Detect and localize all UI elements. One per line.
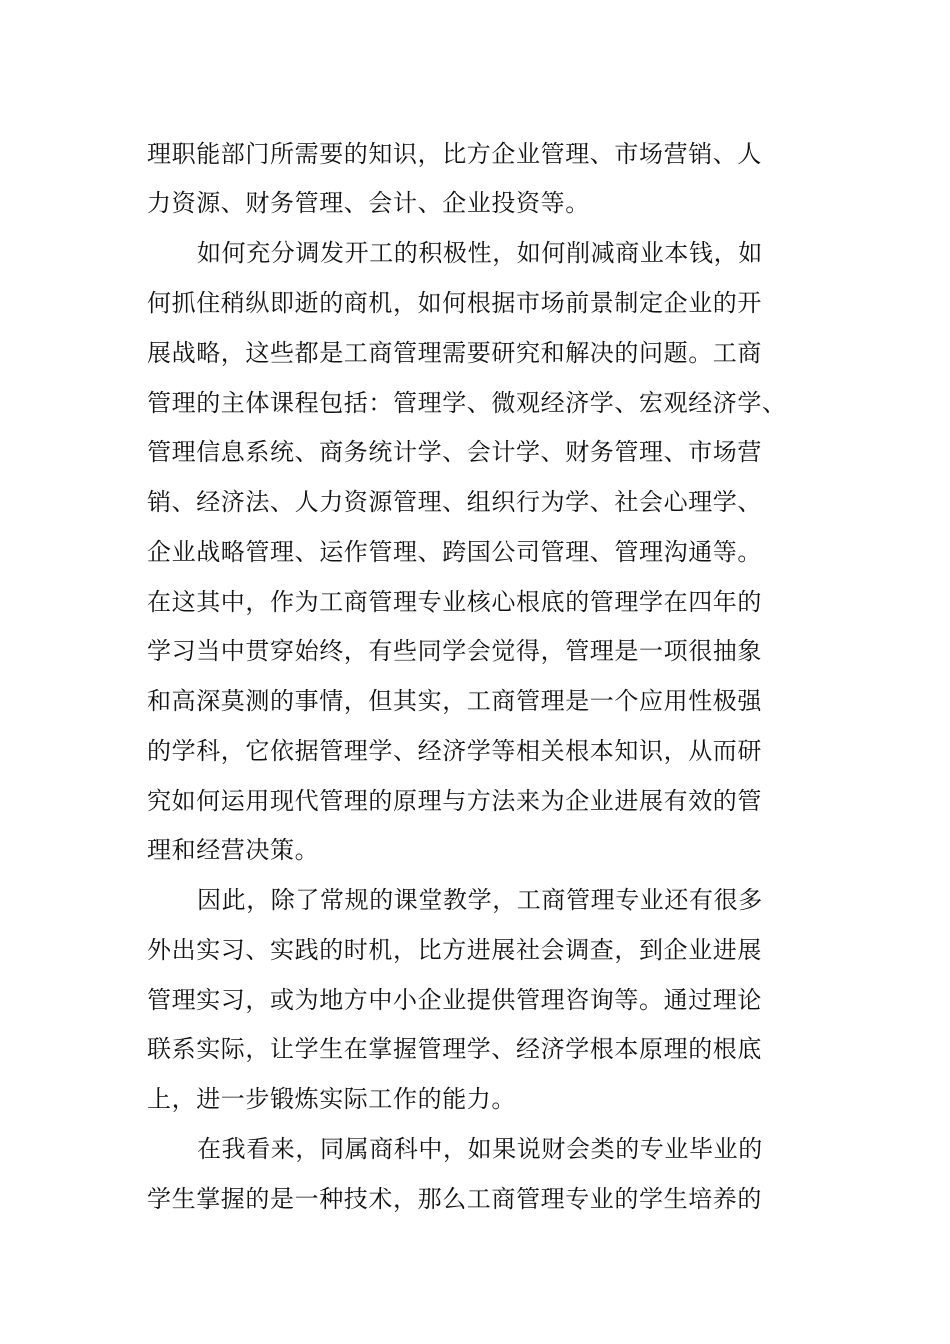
text-line: 外出实习、实践的时机，比方进展社会调查，到企业进展 [147, 936, 762, 964]
text-line: 学习当中贯穿始终，有些同学会觉得，管理是一项很抽象 [147, 637, 762, 665]
text-line: 学生掌握的是一种技术，那么工商管理专业的学生培养的 [147, 1185, 762, 1213]
text-line: 联系实际，让学生在掌握管理学、经济学根本原理的根底 [147, 1035, 762, 1063]
text-line: 理职能部门所需要的知识，比方企业管理、市场营销、人 [147, 140, 762, 168]
text-line: 管理实习，或为地方中小企业提供管理咨询等。通过理论 [147, 986, 762, 1014]
text-line: 和高深莫测的事情，但其实，工商管理是一个应用性极强 [147, 687, 762, 715]
paragraph-first-line: 因此，除了常规的课堂教学，工商管理专业还有很多 [197, 886, 763, 914]
text-line: 力资源、财务管理、会计、企业投资等。 [147, 189, 590, 217]
paragraph-first-line: 在我看来，同属商科中，如果说财会类的专业毕业的 [197, 1135, 763, 1163]
text-line: 何抓住稍纵即逝的商机，如何根据市场前景制定企业的开 [147, 289, 762, 317]
text-line: 在这其中，作为工商管理专业核心根底的管理学在四年的 [147, 588, 762, 616]
text-line: 的学科，它依据管理学、经济学等相关根本知识，从而研 [147, 737, 762, 765]
paragraph-first-line: 如何充分调发开工的积极性，如何削减商业本钱，如 [197, 239, 763, 267]
text-line: 销、经济法、人力资源管理、组织行为学、社会心理学、 [147, 488, 762, 516]
text-line: 究如何运用现代管理的原理与方法来为企业进展有效的管 [147, 787, 762, 815]
text-line: 管理的主体课程包括：管理学、微观经济学、宏观经济学、 [147, 389, 787, 417]
text-line: 展战略，这些都是工商管理需要研究和解决的问题。工商 [147, 339, 762, 367]
text-line: 管理信息系统、商务统计学、会计学、财务管理、市场营 [147, 438, 762, 466]
text-line: 上，进一步锻炼实际工作的能力。 [147, 1085, 516, 1113]
text-line: 企业战略管理、运作管理、跨国公司管理、管理沟通等。 [147, 538, 762, 566]
text-line: 理和经营决策。 [147, 836, 320, 864]
